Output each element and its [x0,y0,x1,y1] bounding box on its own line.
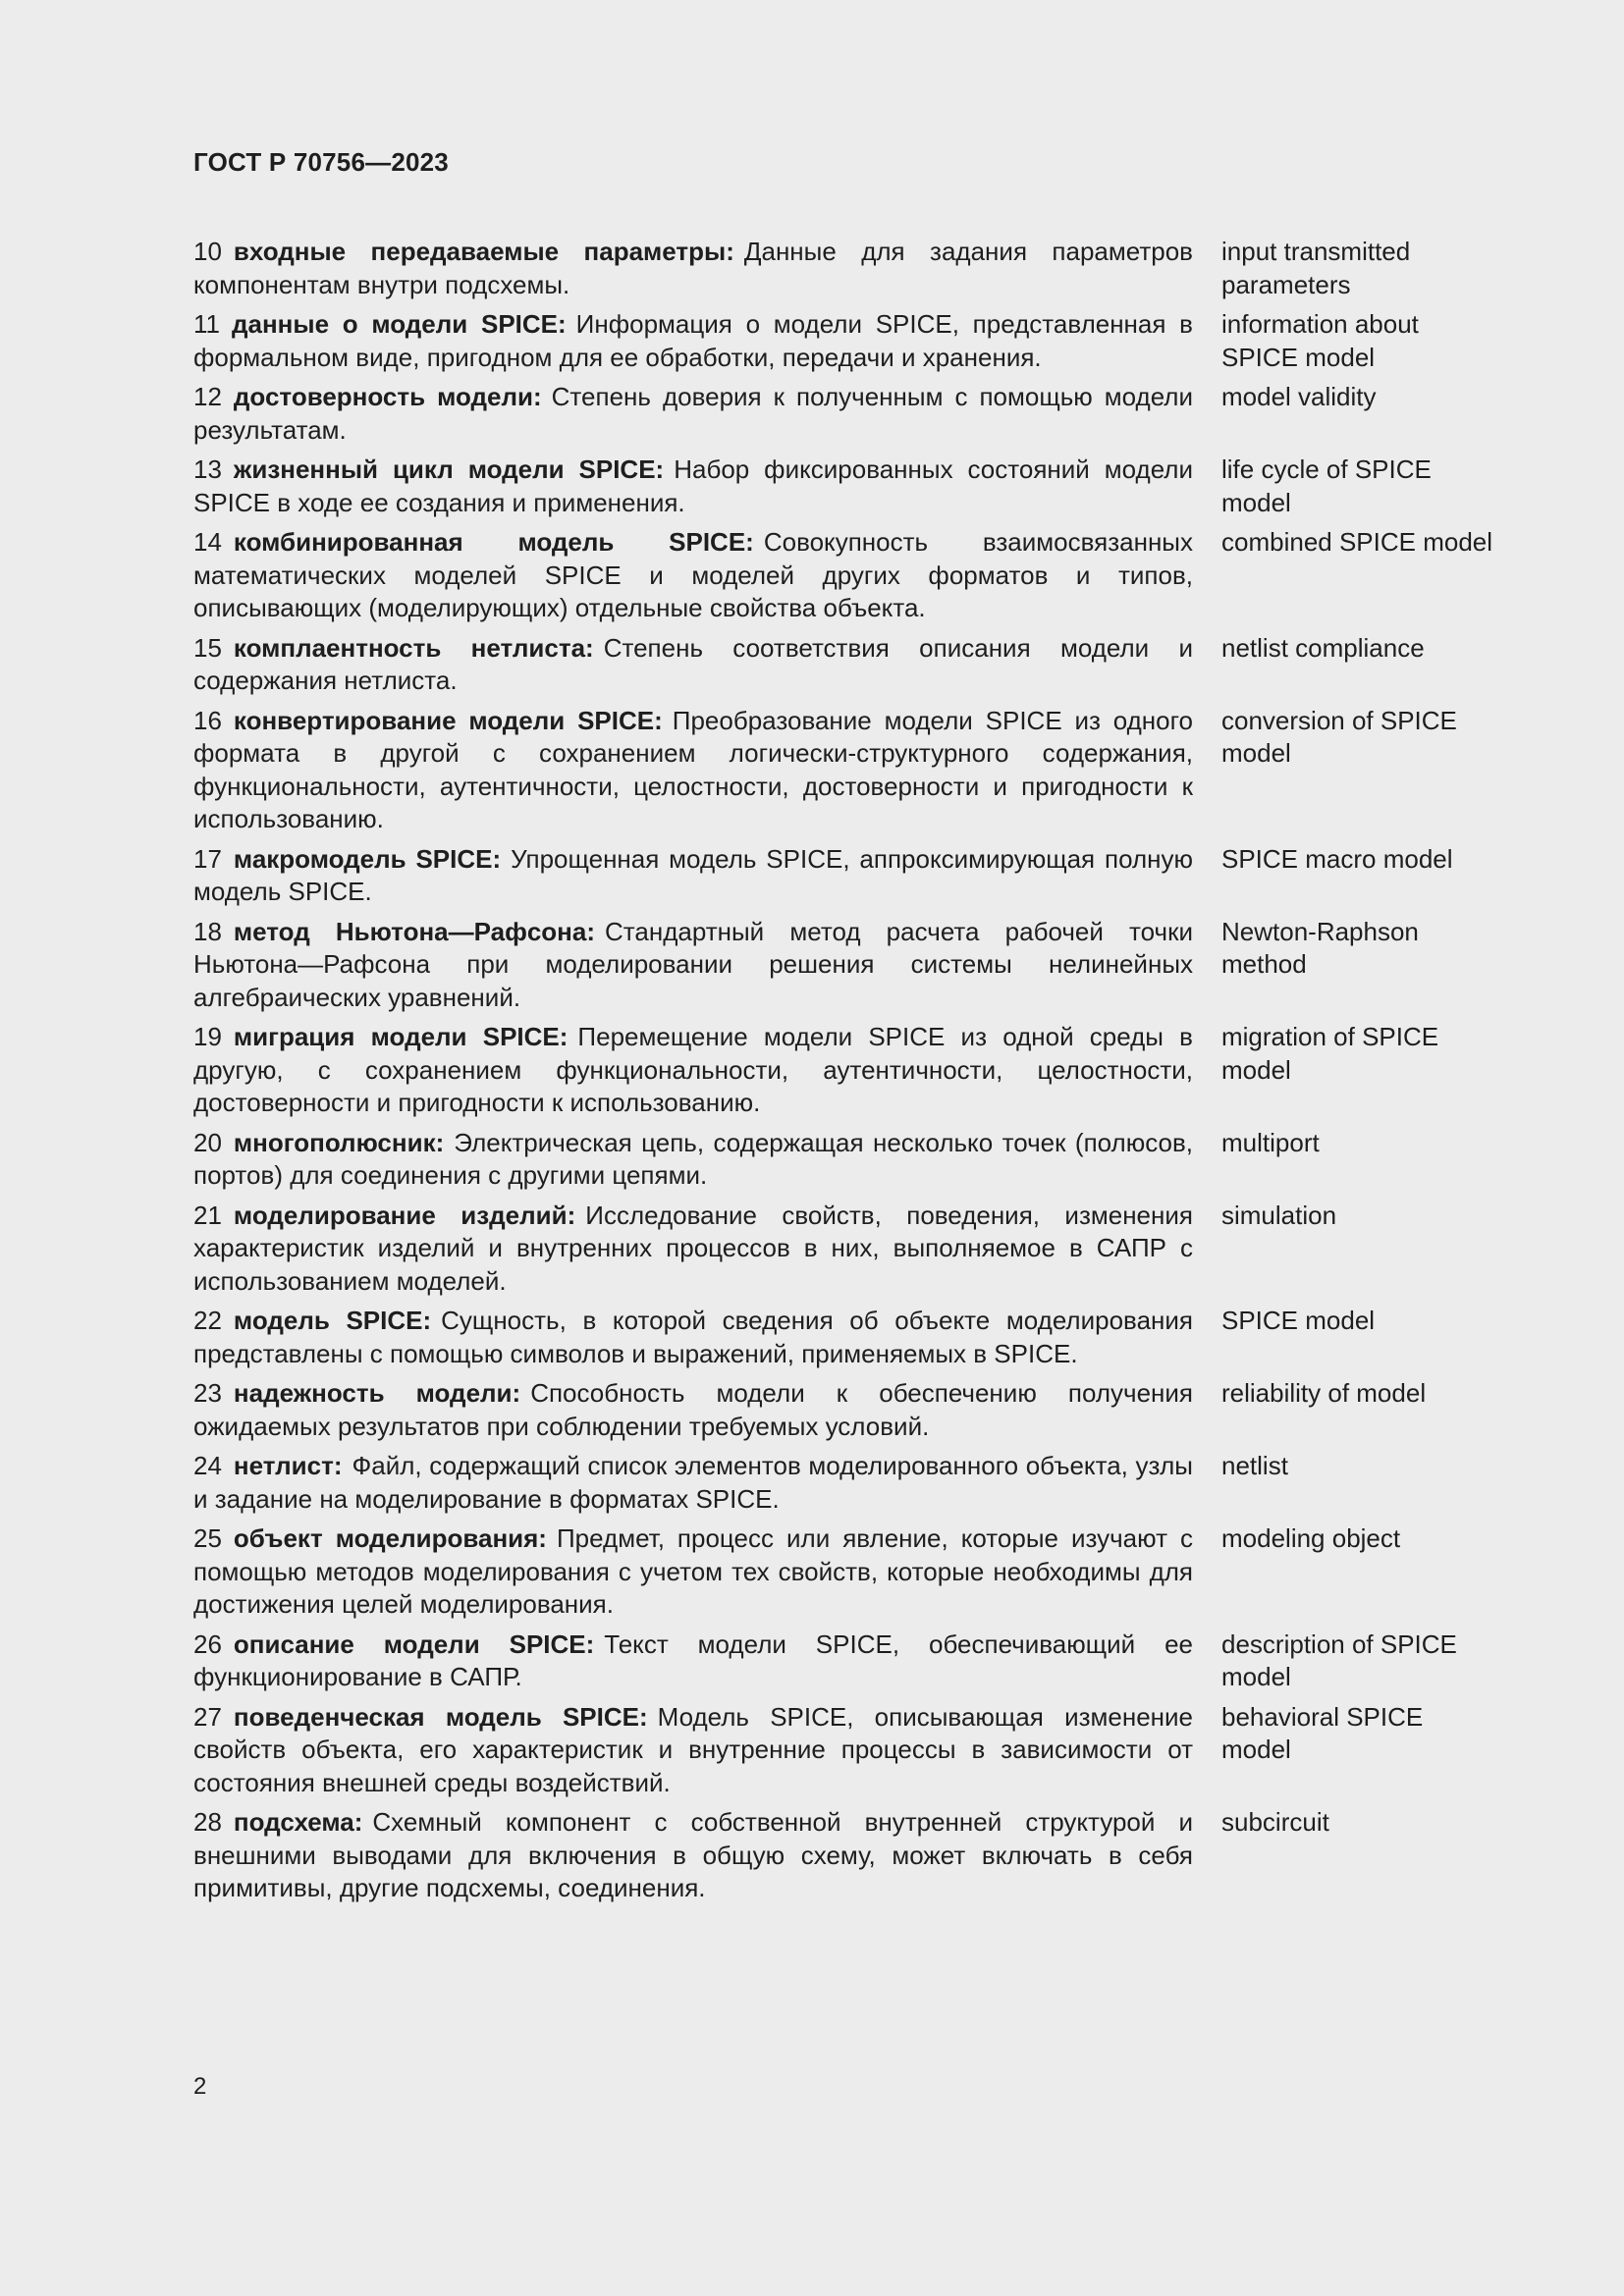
term-english-equivalent: input transmitted parameters [1221,237,1411,299]
term-text: Данные для задания параметров компонентам внутри подсхемы. [193,237,1193,299]
term-entry [193,236,1499,301]
term-number: 17 [193,843,222,874]
term-title: данные о модели SPICE: [232,309,567,339]
term-title: жизненный цикл модели SPICE: [233,454,665,484]
document-code-header: ГОСТ Р 70756—2023 [193,147,449,177]
term-text: Сущность, в которой сведения об объекте моделирования представлены с помощью символов и выражений, применяемых в SPICE. [193,1306,1193,1368]
term-definition [193,1629,1193,1694]
term-definition [193,236,1193,301]
term-number: 10 [193,237,222,266]
term-entry [193,1305,1499,1370]
term-text: Схемный компонент с собственной внутренней структурой и внешними выводами для включения в общую схему, может включать в себя примитивы, другие подсхемы, соединения. [193,1807,1193,1902]
term-title: моделирование изделий: [233,1200,576,1230]
term-title: макромодель SPICE: [233,843,502,874]
term-number: 21 [193,1200,222,1230]
term-text: Упрощенная модель SPICE, аппроксимирующая полную модель SPICE. [193,843,1193,906]
term-text: Файл, содержащий список элементов моделированного объекта, узлы и задание на моделирование в форматах SPICE. [193,1451,1193,1514]
term-entry [193,916,1499,1015]
term-entry [193,454,1499,519]
term-definition [193,526,1193,625]
term-english-equivalent: model validity [1221,382,1377,411]
term-english-equivalent: Newton-Raphson method [1221,916,1419,979]
term-number: 22 [193,1306,222,1335]
term-text: Перемещение модели SPICE из одной среды в другую, с сохранением функциональности, аутентичности, целостности, достоверности и пригодности к использованию. [193,1022,1193,1117]
term-definition [193,1377,1193,1443]
term-text: Совокупность взаимосвязанных математических моделей SPICE и моделей других форматов и типов, описывающих (моделирующих) отдельные свойства объекта. [193,527,1193,622]
term-title: многополюсник: [233,1127,445,1157]
term-english-equivalent: conversion of SPICE model [1221,705,1457,768]
term-entry [193,1522,1499,1622]
term-number: 27 [193,1701,222,1732]
term-english-equivalent: SPICE macro model [1221,843,1453,874]
term-entry [193,843,1499,909]
term-title: достоверность модели: [233,382,542,411]
term-title: поведенческая модель SPICE: [233,1701,648,1732]
term-english-equivalent: information about SPICE model [1221,309,1419,372]
term-text: Электрическая цепь, содержащая несколько точек (полюсов, портов) для соединения с другими цепями. [193,1127,1193,1190]
term-number: 16 [193,705,222,735]
term-definition [193,1450,1193,1516]
term-text: Исследование свойств, поведения, изменения характеристик изделий и внутренних процессов в них, выполняемое в САПР с использованием моделей. [193,1200,1193,1296]
term-text: Степень доверия к полученным с помощью модели результатам. [193,382,1193,445]
term-title: нетлист: [233,1451,343,1480]
term-definition [193,1127,1193,1193]
term-english-equivalent: netlist [1221,1451,1288,1480]
term-entry [193,1021,1499,1120]
term-title: надежность модели: [233,1378,521,1408]
term-english-equivalent: migration of SPICE model [1221,1022,1439,1085]
term-definition [193,843,1193,909]
term-text: Стандартный метод расчета рабочей точки Ньютона—Рафсона при моделировании решения системы нелинейных алгебраических уравнений. [193,916,1194,1012]
term-entry [193,526,1499,625]
term-title: объект моделирования: [233,1523,547,1553]
term-title: описание модели SPICE: [233,1629,595,1659]
term-entry [193,1450,1499,1516]
term-title: модель SPICE: [233,1306,432,1335]
term-number: 14 [193,527,222,557]
term-definition [193,705,1193,836]
term-number: 23 [193,1378,222,1408]
term-entry [193,1629,1499,1694]
term-number: 12 [193,382,222,411]
term-english-equivalent: subcircuit [1221,1807,1329,1837]
term-english-equivalent: netlist compliance [1221,632,1425,663]
term-title: комплаентность нетлиста: [233,632,594,663]
term-text: Информация о модели SPICE, представленная в формальном виде, пригодном для ее обработки, передачи и хранения. [193,309,1193,372]
term-english-equivalent: SPICE model [1221,1306,1376,1335]
term-text: Модель SPICE, описывающая изменение свойств объекта, его характеристик и внутренние процессы в зависимости от состояния внешней среды воздействий. [193,1701,1194,1797]
term-title: метод Ньютона—Рафсона: [233,916,595,946]
term-english-equivalent: multiport [1221,1127,1320,1157]
page-number: 2 [193,2073,207,2100]
term-title: подсхема: [233,1807,363,1837]
term-definition [193,454,1193,519]
term-entry [193,1127,1499,1193]
term-entry [193,1701,1499,1800]
term-english-equivalent: combined SPICE model [1221,527,1493,557]
term-definition [193,308,1193,374]
term-text: Текст модели SPICE, обеспечивающий ее функционирование в САПР. [193,1629,1193,1691]
term-title: входные передаваемые параметры: [233,237,734,266]
term-definition [193,1522,1193,1622]
term-definition [193,1806,1193,1905]
term-english-equivalent: life cycle of SPICE model [1221,454,1432,517]
term-number: 25 [193,1523,222,1553]
term-text: Степень соответствия описания модели и содержания нетлиста. [193,632,1194,695]
term-number: 11 [193,309,220,339]
term-definition [193,381,1193,447]
term-definition [193,1701,1193,1800]
term-number: 18 [193,916,222,946]
term-definition [193,1305,1193,1370]
term-number: 19 [193,1022,222,1051]
term-number: 15 [193,632,222,663]
term-number: 28 [193,1807,222,1837]
term-number: 20 [193,1127,222,1157]
term-title: комбинированная модель SPICE: [233,527,754,557]
term-entry [193,705,1499,836]
term-entry [193,1377,1499,1443]
term-number: 13 [193,454,222,484]
term-entry [193,381,1499,447]
term-definition [193,632,1193,698]
term-text: Способность модели к обеспечению получения ожидаемых результатов при соблюдении требуемых условий. [193,1378,1193,1441]
term-english-equivalent: description of SPICE model [1221,1629,1457,1691]
term-definition [193,916,1193,1015]
term-entry [193,1806,1499,1905]
term-entry [193,308,1499,374]
term-entry [193,1200,1499,1299]
term-definition [193,1200,1193,1299]
term-english-equivalent: reliability of model [1221,1378,1427,1408]
term-definition [193,1021,1193,1120]
term-title: миграция модели SPICE: [233,1022,568,1051]
term-number: 24 [193,1451,222,1480]
term-text: Преобразование модели SPICE из одного формата в другой с сохранением логически-структурного содержания, функциональности, аутентичности, целостности, достоверности и пригодности к использованию. [193,705,1193,833]
term-title: конвертирование модели SPICE: [233,705,663,735]
term-text: Предмет, процесс или явление, которые изучают с помощью методов моделирования с учетом тех свойств, которые необходимы для достижения целей моделирования. [193,1523,1193,1619]
term-english-equivalent: behavioral SPICE model [1221,1701,1424,1764]
term-number: 26 [193,1629,222,1659]
term-english-equivalent: simulation [1221,1200,1337,1230]
terms-list [193,236,1499,1912]
term-english-equivalent: modeling object [1221,1523,1401,1553]
term-entry [193,632,1499,698]
term-text: Набор фиксированных состояний модели SPICE в ходе ее создания и применения. [193,454,1193,517]
